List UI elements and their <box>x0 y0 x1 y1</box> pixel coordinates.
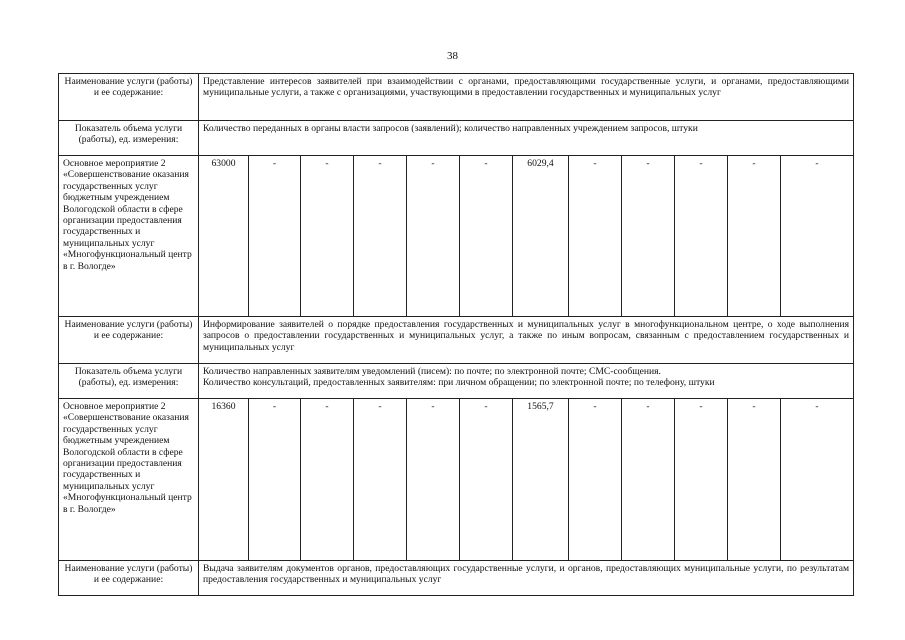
value-cell: 63000 <box>199 156 249 317</box>
value-cell: 1565,7 <box>513 399 569 561</box>
event-name: Основное мероприятие 2 «Совершенствование оказания государственных услуг бюджетным учреждением Вологодской области в сфере организации предоставления государственных и муниципальных услуг «Многофункциональный центр в г. Вологде» <box>59 399 199 561</box>
value-cell: 16360 <box>199 399 249 561</box>
value-cell: - <box>301 156 354 317</box>
value-cell: - <box>249 156 301 317</box>
value-cell: - <box>728 399 781 561</box>
value-cell: - <box>622 156 675 317</box>
service-name-label: Наименование услуги (работы) и ее содержание: <box>59 317 199 364</box>
value-cell: - <box>675 399 728 561</box>
service-description: Выдача заявителям документов органов, предоставляющих государственные услуги, и органов, предоставляющих муниципальные услуги, по результатам предоставления государственных и муниципальных услуг <box>199 561 854 596</box>
indicator-label: Показатель объема услуги (работы), ед. измерения: <box>59 121 199 156</box>
services-table <box>58 73 854 596</box>
value-cell: - <box>569 399 622 561</box>
event-row <box>59 156 854 317</box>
value-cell: - <box>728 156 781 317</box>
indicator-text <box>199 364 854 399</box>
service-name-label: Наименование услуги (работы) и ее содержание: <box>59 74 199 121</box>
indicator-label: Показатель объема услуги (работы), ед. измерения: <box>59 364 199 399</box>
indicator-text <box>199 121 854 156</box>
value-cell: - <box>622 399 675 561</box>
value-cell: - <box>781 399 854 561</box>
service-name-label: Наименование услуги (работы) и ее содержание: <box>59 561 199 596</box>
service-description: Представление интересов заявителей при взаимодействии с органами, предоставляющими государственные услуги, и органами, предоставляющими муниципальные услуги, а также с организациями, участвующими в предоставлении государственных и муниципальных услуг <box>199 74 854 121</box>
service-description: Информирование заявителей о порядке предоставления государственных и муниципальных услуг в многофункциональном центре, о ходе выполнения запросов о предоставлении государственных и муниципальных услуг, а также по иным вопросам, связанным с предоставлением государственных и муниципальных услуг <box>199 317 854 364</box>
event-row <box>59 399 854 561</box>
value-cell: 6029,4 <box>513 156 569 317</box>
indicator-row <box>59 121 854 156</box>
value-cell: - <box>354 399 407 561</box>
value-cell: - <box>354 156 407 317</box>
value-cell: - <box>460 156 513 317</box>
value-cell: - <box>569 156 622 317</box>
value-cell: - <box>249 399 301 561</box>
value-cell: - <box>301 399 354 561</box>
value-cell: - <box>675 156 728 317</box>
page-number: 38 <box>447 50 458 62</box>
service-row <box>59 561 854 596</box>
indicator-row <box>59 364 854 399</box>
value-cell: - <box>407 156 460 317</box>
service-row <box>59 74 854 121</box>
event-name: Основное мероприятие 2 «Совершенствование оказания государственных услуг бюджетным учреждением Вологодской области в сфере организации предоставления государственных и муниципальных услуг «Многофункциональный центр в г. Вологде» <box>59 156 199 317</box>
indicator-line: Количество консультаций, предоставленных заявителям: при личном обращении; по электронной почте; по телефону, штуки <box>203 377 715 389</box>
service-row <box>59 317 854 364</box>
value-cell: - <box>781 156 854 317</box>
indicator-line: Количество переданных в органы власти запросов (заявлений); количество направленных учреждением запросов, штуки <box>203 123 698 134</box>
value-cell: - <box>460 399 513 561</box>
value-cell: - <box>407 399 460 561</box>
indicator-line: Количество направленных заявителям уведомлений (писем): по почте; по электронной почте; СМС-сообщения. <box>203 366 661 377</box>
